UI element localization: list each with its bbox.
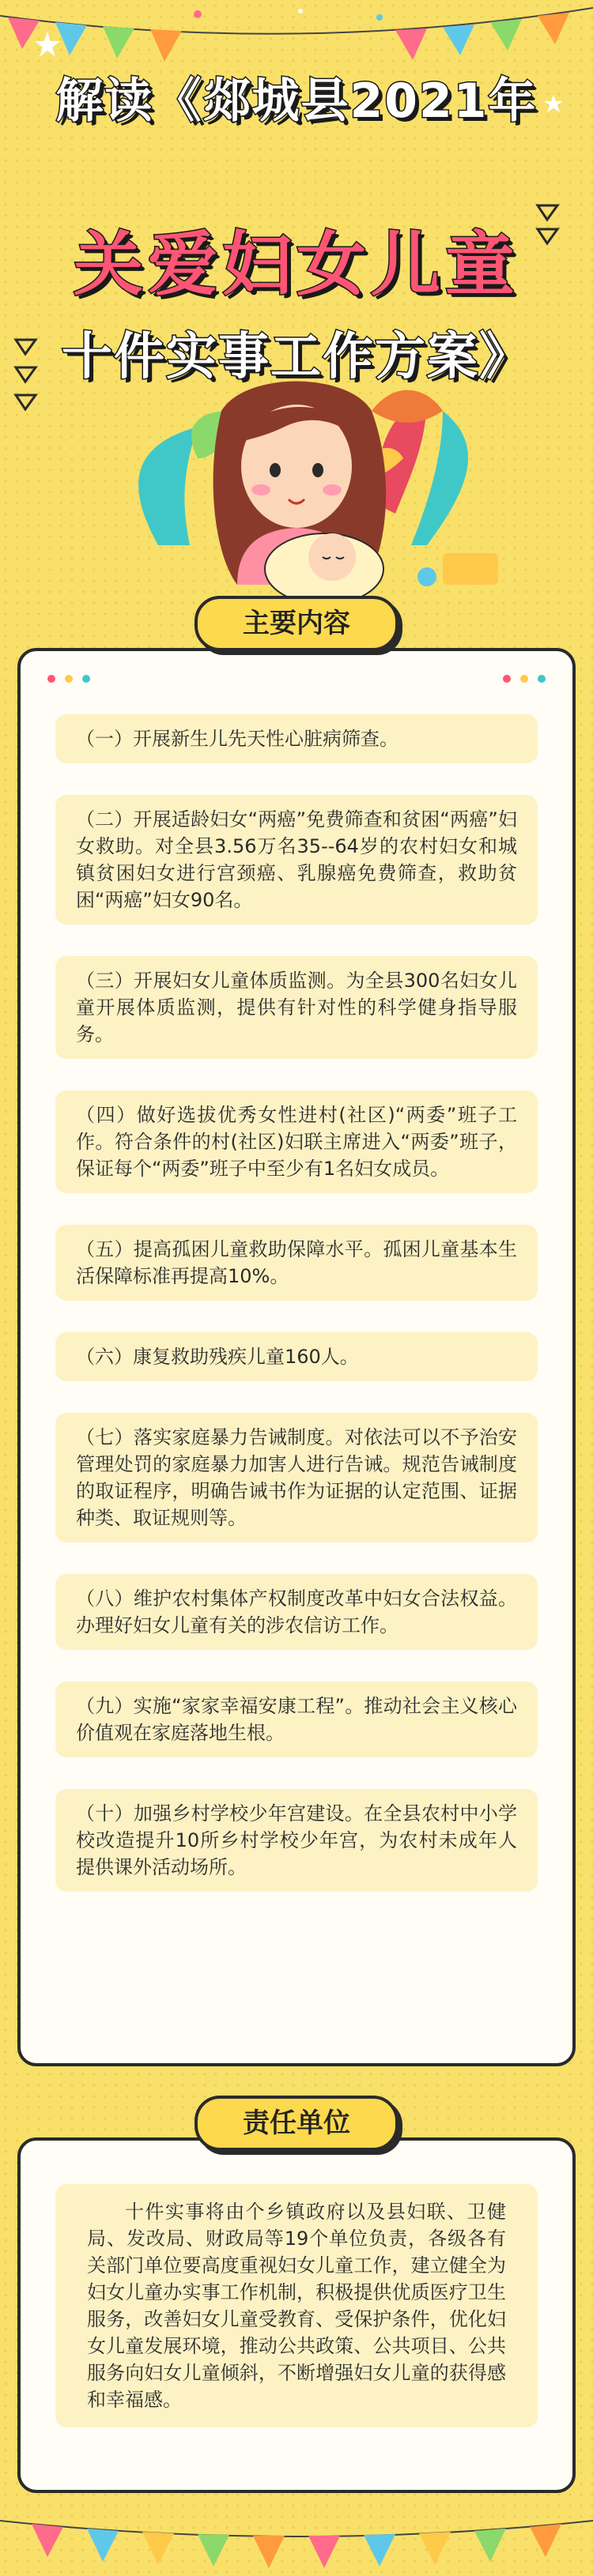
list-item: （八）维护农村集体产权制度改革中妇女合法权益。办理好妇女儿童有关的涉农信访工作。: [55, 1574, 538, 1650]
list-item: （五）提高孤困儿童救助保障水平。孤困儿童基本生活保障标准再提高10%。: [55, 1225, 538, 1301]
title-line-1: 解读《郯城县2021年: [55, 73, 538, 129]
panel-dot: [65, 675, 73, 683]
panel-dot: [47, 675, 55, 683]
list-item: （四）做好选拔优秀女性进村(社区)“两委”班子工作。符合条件的村(社区)妇联主席进入“两委”班子，保证每个“两委”班子中至少有1名妇女成员。: [55, 1090, 538, 1193]
panel-dot: [538, 675, 546, 683]
list-item: （七）落实家庭暴力告诫制度。对依法可以不予治安管理处罚的家庭暴力加害人进行告诫。规范告诫制度的取证程序，明确告诫书作为证据的认定范围、证据种类、取证规则等。: [55, 1413, 538, 1542]
bottom-bunting-decoration: [0, 2505, 593, 2576]
title-line-3: 十件实事工作方案》: [62, 328, 531, 386]
list-item: （三）开展妇女儿童体质监测。为全县300名妇女儿童开展体质监测，提供有针对性的科学健身指导服务。: [55, 956, 538, 1059]
responsibility-text: 十件实事将由个乡镇政府以及县妇联、卫健局、发改局、财政局等19个单位负责，各级各有关部门单位要高度重视妇女儿童工作，建立健全为妇女儿童办实事工作机制，积极提供优质医疗卫生服务，改善妇女儿童受教育、受保护条件，优化妇女儿童发展环境，推动公共政策、公共项目、公共服务向妇女儿童倾斜，不断增强妇女儿童的获得感和幸福感。: [55, 2184, 538, 2427]
content-item-list: [55, 714, 538, 1923]
list-item: （一）开展新生儿先天性心脏病筛查。: [55, 714, 538, 763]
title-line-2: 关爱妇女儿童: [73, 224, 519, 305]
main-content-heading: 主要内容: [195, 596, 398, 651]
responsibility-heading: 责任单位: [195, 2096, 398, 2151]
list-item: （二）开展适龄妇女“两癌”免费筛查和贫困“两癌”妇女救助。对全县3.56万名35--64岁的农村妇女和城镇贫困妇女进行宫颈癌、乳腺癌免费筛查，救助贫困“两癌”妇女90名。: [55, 795, 538, 925]
panel-dot: [520, 675, 528, 683]
panel-dot: [82, 675, 90, 683]
list-item: （九）实施“家家幸福安康工程”。推动社会主义核心价值观在家庭落地生根。: [55, 1682, 538, 1757]
panel-dot: [503, 675, 511, 683]
list-item: （十）加强乡村学校少年宫建设。在全县农村中小学校改造提升10所乡村学校少年宫，为农村未成年人提供课外活动场所。: [55, 1789, 538, 1892]
list-item: （六）康复救助残疾儿童160人。: [55, 1332, 538, 1381]
